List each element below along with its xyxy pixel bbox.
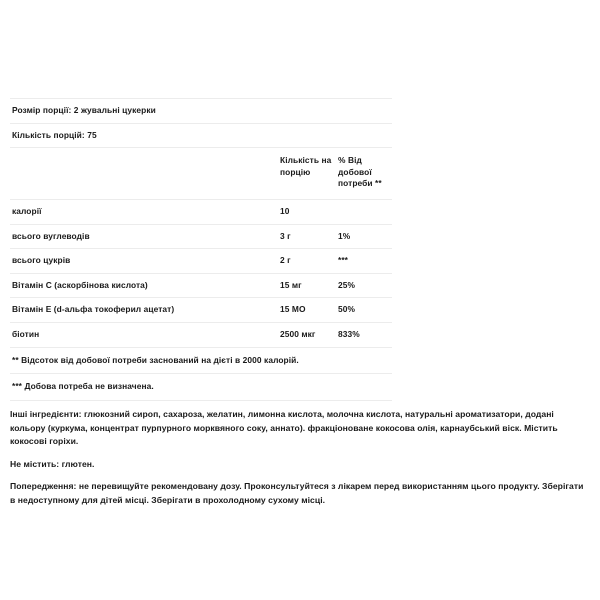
serving-size-row: [10, 99, 392, 124]
nutrient-daily-value: ***: [336, 249, 392, 274]
nutrient-daily-value: [336, 199, 392, 224]
serving-size-label: Розмір порції: 2 жувальні цукерки: [10, 99, 392, 124]
nutrient-name: всього вуглеводів: [10, 224, 278, 249]
table-row: [10, 298, 392, 323]
nutrient-daily-value: 50%: [336, 298, 392, 323]
table-header-row: [10, 148, 392, 200]
other-ingredients-text: Інші інгредієнти: глюкозний сироп, сахароза, желатин, лимонна кислота, молочна кислота, натуральні ароматизатори, додані кольору (куркума, концентрат пурпурного морквяного соку, аннато). фракціоноване кокосова олія, карнаубський віск. Містить кокосові горіхи.: [10, 408, 558, 447]
warning-text: Попередження: не перевищуйте рекомендовану дозу. Проконсультуйтеся з лікарем перед використанням цього продукту. Зберігати в недоступному для дітей місці. Зберігати в прохолодному сухому місці.: [10, 480, 584, 505]
nutrient-name: Вітамін E (d-альфа токоферил ацетат): [10, 298, 278, 323]
table-row: [10, 199, 392, 224]
allergen-free-statement: Не містить: глютен.: [10, 458, 95, 469]
nutrient-daily-value: 833%: [336, 322, 392, 347]
nutrient-amount: 15 МО: [278, 298, 336, 323]
nutrient-name: Вітамін C (аскорбінова кислота): [10, 273, 278, 298]
footnote-row: [10, 347, 392, 374]
table-row: [10, 273, 392, 298]
table-row: [10, 322, 392, 347]
nutrient-daily-value: 1%: [336, 224, 392, 249]
supplement-facts-table: [10, 98, 392, 401]
nutrient-amount: 15 мг: [278, 273, 336, 298]
footnote-row: [10, 374, 392, 401]
column-header-percent-daily-value: % Від добової потреби **: [336, 148, 392, 200]
servings-per-container-row: [10, 123, 392, 148]
nutrient-amount: 3 г: [278, 224, 336, 249]
table-row: [10, 224, 392, 249]
column-header-nutrient: [10, 148, 278, 200]
footnote-daily-value-not-established: *** Добова потреба не визначена.: [10, 374, 392, 401]
table-row: [10, 249, 392, 274]
nutrient-daily-value: 25%: [336, 273, 392, 298]
nutrient-name: калорії: [10, 199, 278, 224]
nutrient-amount: 10: [278, 199, 336, 224]
nutrient-name: біотин: [10, 322, 278, 347]
nutrient-amount: 2 г: [278, 249, 336, 274]
supplement-facts-table-wrapper: [10, 98, 392, 401]
nutrient-name: всього цукрів: [10, 249, 278, 274]
servings-per-container-label: Кількість порцій: 75: [10, 123, 392, 148]
nutrient-amount: 2500 мкг: [278, 322, 336, 347]
footnote-daily-value-basis: ** Відсоток від добової потреби заснований на дієті в 2000 калорій.: [10, 347, 392, 374]
column-header-amount-per-serving: Кількість на порцію: [278, 148, 336, 200]
